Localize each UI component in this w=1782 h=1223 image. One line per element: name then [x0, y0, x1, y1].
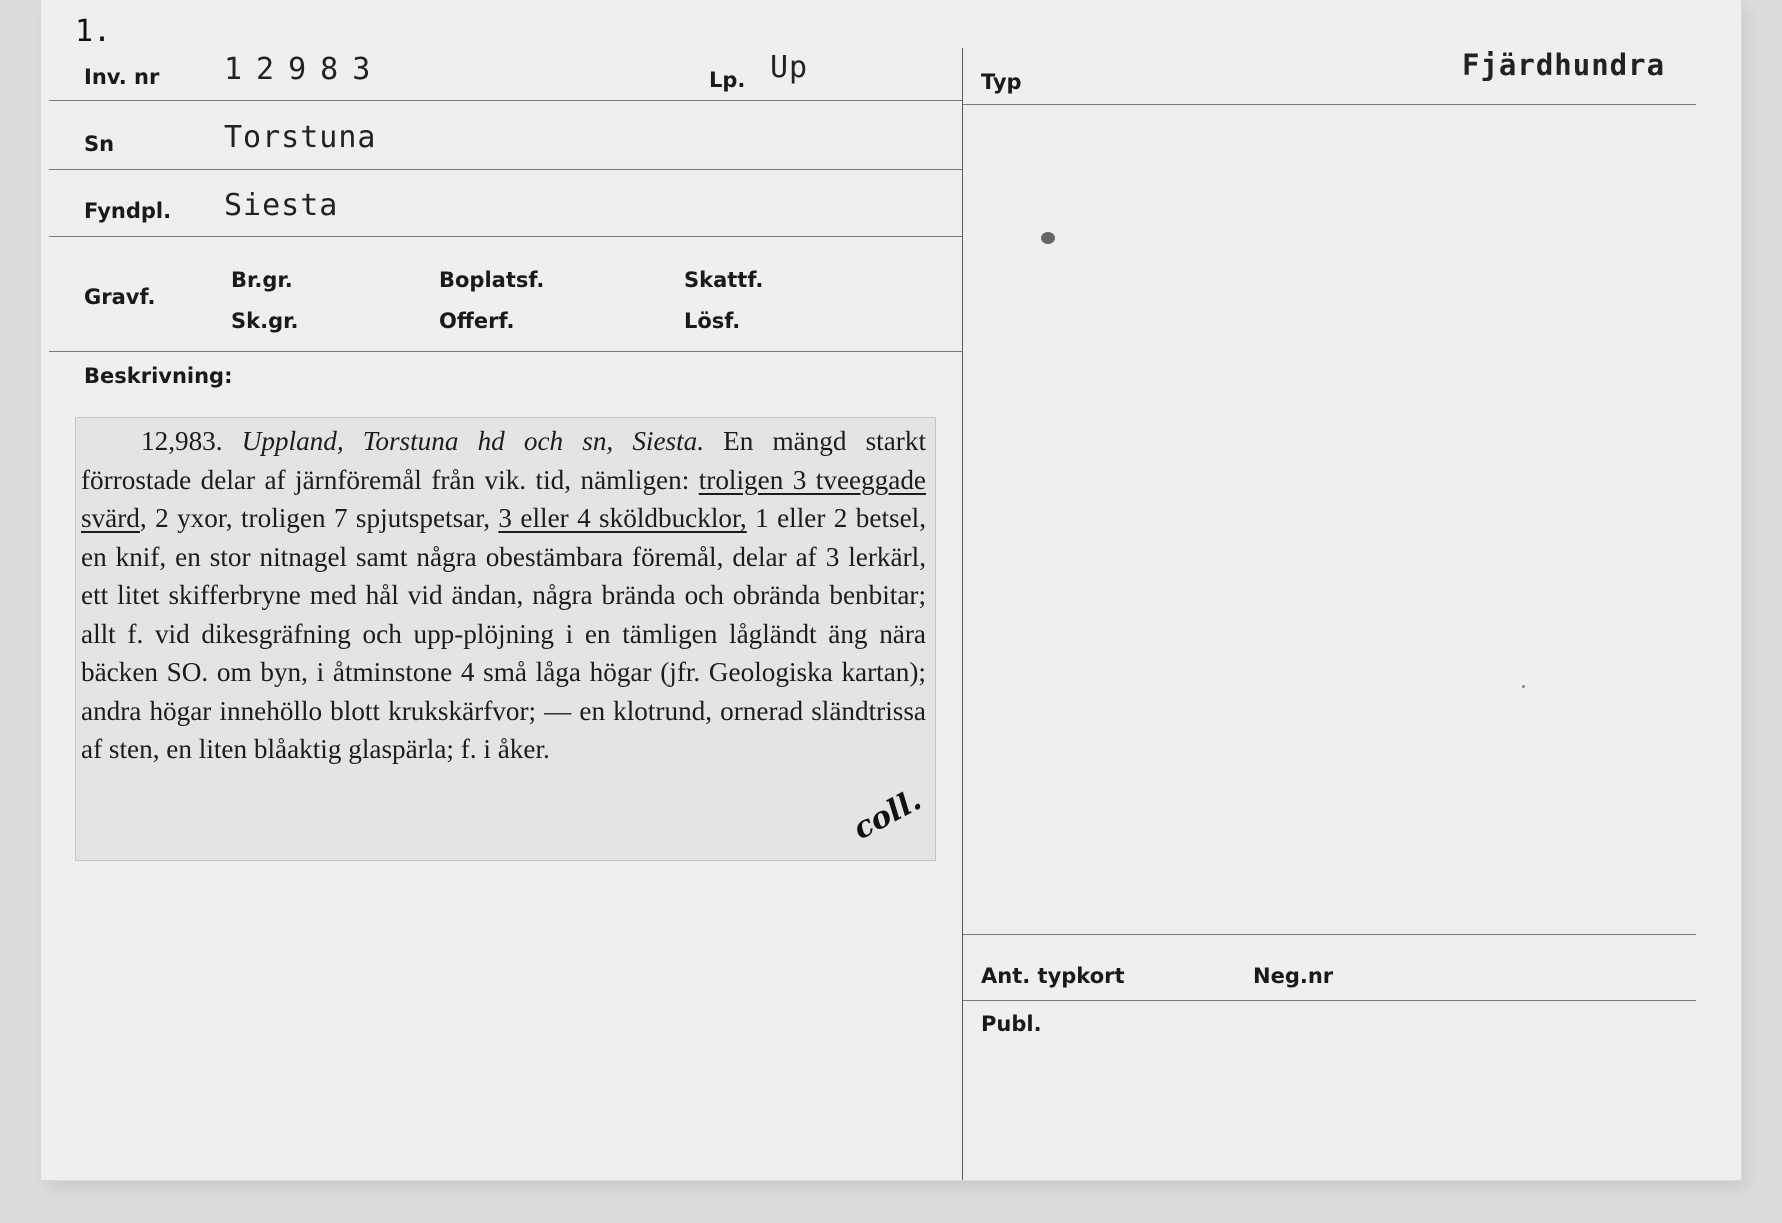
- divider: [963, 1000, 1696, 1001]
- underlined-swords: troligen 3 tveeggade svärd: [81, 464, 927, 533]
- offerf-label: Offerf.: [439, 309, 515, 333]
- divider: [49, 351, 962, 352]
- sk-gr-label: Sk.gr.: [231, 309, 299, 333]
- inv-nr-label: Inv. nr: [84, 65, 160, 89]
- underlined-shield-bosses: 3 eller 4 sköldbucklor,: [498, 503, 747, 533]
- divider: [963, 934, 1696, 935]
- inv-nr-value: 12983: [224, 52, 385, 87]
- divider: [49, 100, 962, 101]
- description-text-part: , 2 yxor, troligen 7 spjutspetsar,: [139, 503, 499, 533]
- lp-value: Up: [770, 50, 809, 85]
- catalog-card: [41, 0, 1741, 1180]
- boplatsf-label: Boplatsf.: [439, 268, 545, 292]
- lp-label: Lp.: [709, 68, 746, 92]
- sn-value: Torstuna: [224, 120, 377, 155]
- corner-number: 1.: [75, 14, 112, 49]
- typ-label: Typ: [981, 70, 1022, 94]
- fyndpl-label: Fyndpl.: [84, 199, 172, 223]
- divider: [49, 169, 962, 170]
- beskrivning-label: Beskrivning:: [84, 364, 233, 388]
- divider: [49, 236, 962, 237]
- column-divider: [962, 48, 963, 1180]
- ink-speck: [1522, 685, 1525, 688]
- divider: [963, 104, 1696, 105]
- handwritten-note: coll.: [847, 782, 928, 847]
- gravf-label: Gravf.: [84, 285, 156, 309]
- description-text-part: 1 eller 2 betsel, en knif, en stor nitnagel samt några obestämbara föremål, delar af 3 lerkärl, ett litet skifferbryne med hål vid ändan, några brända och obrända benbitar; allt f. vid dikesgräfning och upp-plöjning i en tämligen lågländt äng nära bäcken SO. om byn, i åtminstone 4 små låga högar (jfr. Geologiska kartan); andra högar innehöllo blott krukskärfvor; — en klotrund, ornerad sländtrissa af sten, en liten blåaktig glaspärla; f. i åker.: [81, 503, 926, 764]
- neg-nr-label: Neg.nr: [1253, 964, 1334, 988]
- br-gr-label: Br.gr.: [231, 268, 293, 292]
- description-clipping: [75, 417, 936, 861]
- description-place: Uppland, Torstuna hd och sn, Siesta.: [241, 426, 705, 456]
- sn-label: Sn: [84, 132, 115, 156]
- ink-spot: [1041, 232, 1055, 244]
- typ-value: Fjärdhundra: [1462, 48, 1666, 82]
- description-number: 12,983.: [141, 426, 223, 456]
- publ-label: Publ.: [981, 1012, 1042, 1036]
- fyndpl-value: Siesta: [224, 188, 339, 223]
- skattf-label: Skattf.: [684, 268, 764, 292]
- description-text-part: En mängd starkt förrostade delar af järnföremål från vik. tid, nämligen:: [81, 426, 926, 495]
- ant-typkort-label: Ant. typkort: [981, 964, 1125, 988]
- description-text: [81, 422, 926, 769]
- losf-label: Lösf.: [684, 309, 741, 333]
